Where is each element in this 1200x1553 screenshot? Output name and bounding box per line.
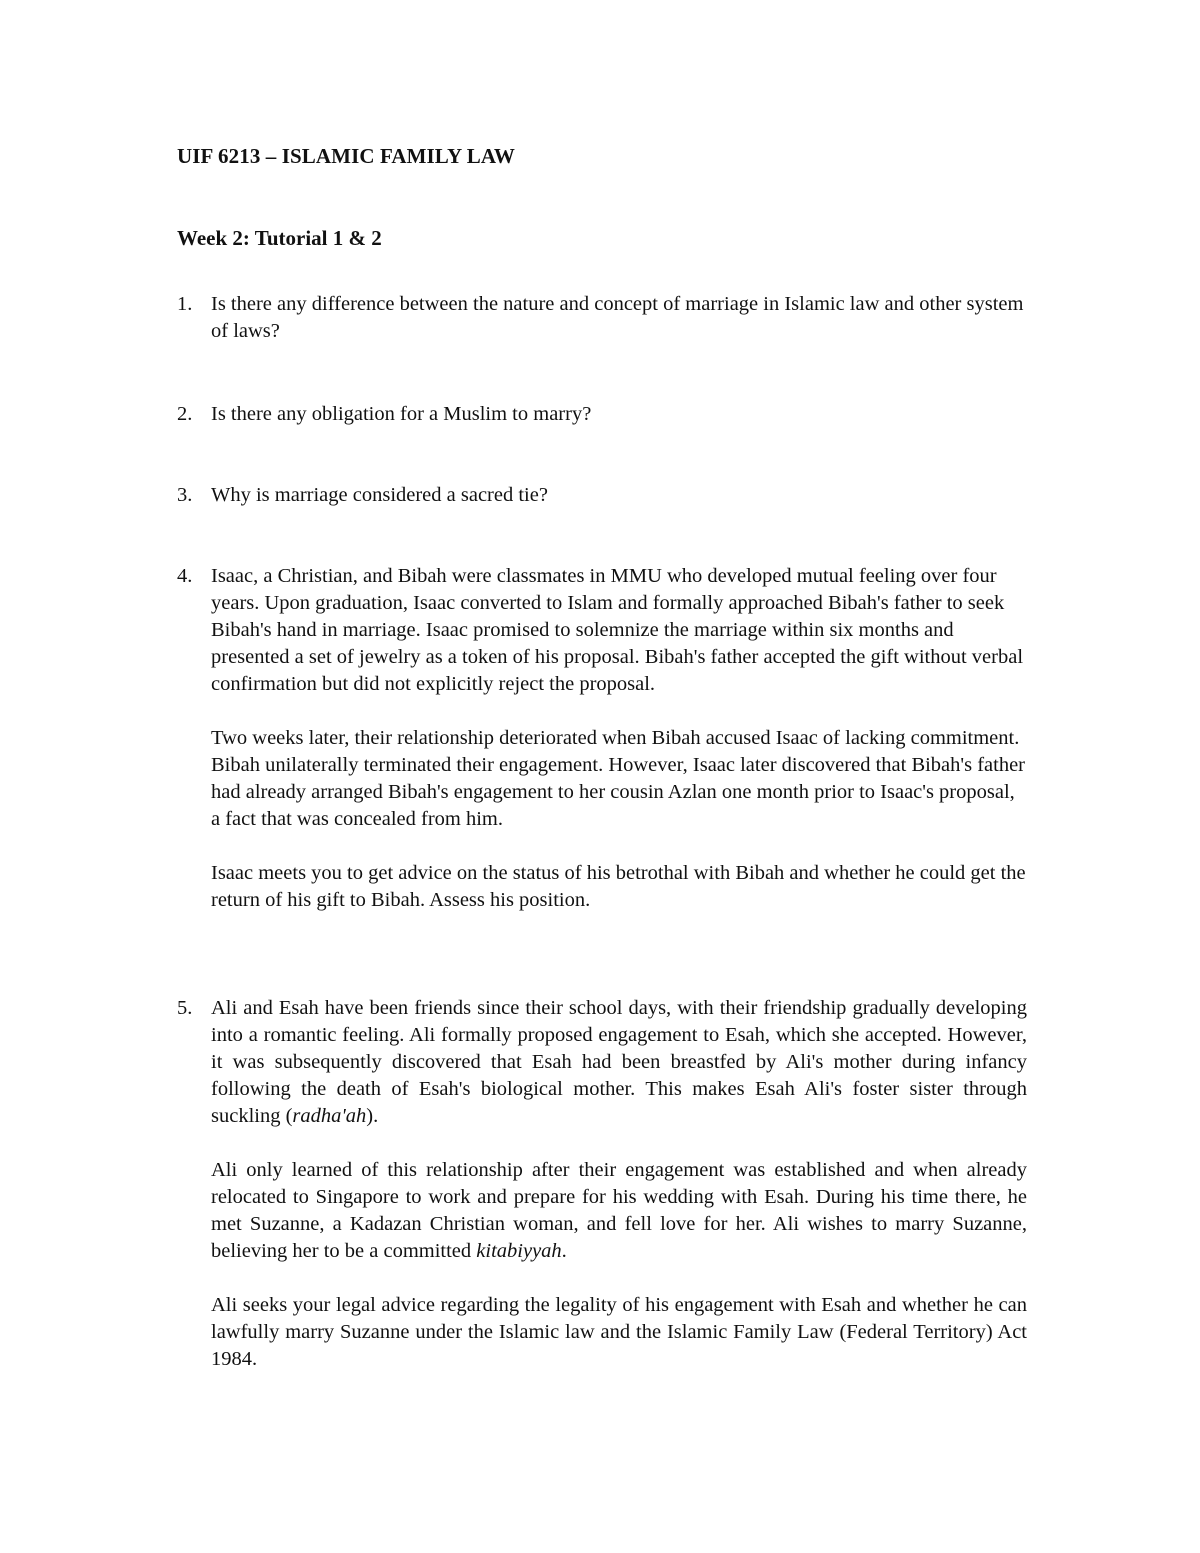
question-3 bbox=[177, 482, 1027, 509]
paragraph-text: Ali only learned of this relationship after their engagement was established and when already relocated to Singapore to work and prepare for his wedding with Esah. During his time there, he met Suzanne, a Kadazan Christian woman, and fell love for her. Ali wishes to marry Suzanne, believing her to be a committed bbox=[211, 1159, 1027, 1262]
question-number: 4. bbox=[177, 565, 193, 587]
question-number: 2. bbox=[177, 403, 193, 425]
question-text: Why is marriage considered a sacred tie? bbox=[211, 484, 548, 506]
question-paragraph: Two weeks later, their relationship deteriorated when Bibah accused Isaac of lacking commitment. Bibah unilaterally terminated their engagement. However, Isaac later discovered that Bibah's father had already arranged Bibah's engagement to her cousin Azlan one month prior to Isaac's proposal, a fact that was concealed from him. bbox=[211, 727, 1026, 830]
question-1 bbox=[177, 291, 1027, 345]
question-paragraph bbox=[211, 1157, 1027, 1265]
question-text: Is there any obligation for a Muslim to marry? bbox=[211, 403, 592, 425]
question-number: 5. bbox=[177, 997, 193, 1019]
question-2 bbox=[177, 401, 1027, 428]
paragraph-text: . bbox=[561, 1240, 567, 1262]
question-number: 3. bbox=[177, 484, 193, 506]
course-title: UIF 6213 – ISLAMIC FAMILY LAW bbox=[177, 144, 515, 168]
paragraph-text: ). bbox=[366, 1105, 379, 1127]
question-paragraph: Isaac, a Christian, and Bibah were classmates in MMU who developed mutual feeling over four years. Upon graduation, Isaac converted to Islam and formally approached Bibah's father to seek Bibah's hand in marriage. Isaac promised to solemnize the marriage within six months and presented a set of jewelry as a token of his proposal. Bibah's father accepted the gift without verbal confirmation but did not explicitly reject the proposal. bbox=[211, 565, 1024, 695]
arabic-term: kitabiyyah bbox=[476, 1240, 562, 1262]
question-paragraph bbox=[211, 995, 1027, 1130]
question-paragraph: Ali seeks your legal advice regarding the legality of his engagement with Esah and whether he can lawfully marry Suzanne under the Islamic law and the Islamic Family Law (Federal Territory) Act 1984. bbox=[211, 1294, 1027, 1370]
question-5 bbox=[177, 995, 1027, 1373]
question-paragraph: Isaac meets you to get advice on the status of his betrothal with Bibah and whether he could get the return of his gift to Bibah. Assess his position. bbox=[211, 862, 1026, 911]
arabic-term: radha'ah bbox=[292, 1105, 367, 1127]
question-4 bbox=[177, 563, 1027, 914]
week-title: Week 2: Tutorial 1 & 2 bbox=[177, 226, 382, 250]
question-number: 1. bbox=[177, 293, 193, 315]
paragraph-text: Ali and Esah have been friends since their school days, with their friendship gradually developing into a romantic feeling. Ali formally proposed engagement to Esah, which she accepted. However, it was subsequently discovered that Esah had been breastfed by Ali's mother during infancy following the death of Esah's biological mother. This makes Esah Ali's foster sister through suckling ( bbox=[211, 997, 1027, 1127]
question-text: Is there any difference between the nature and concept of marriage in Islamic law and other system of laws? bbox=[211, 293, 1024, 342]
